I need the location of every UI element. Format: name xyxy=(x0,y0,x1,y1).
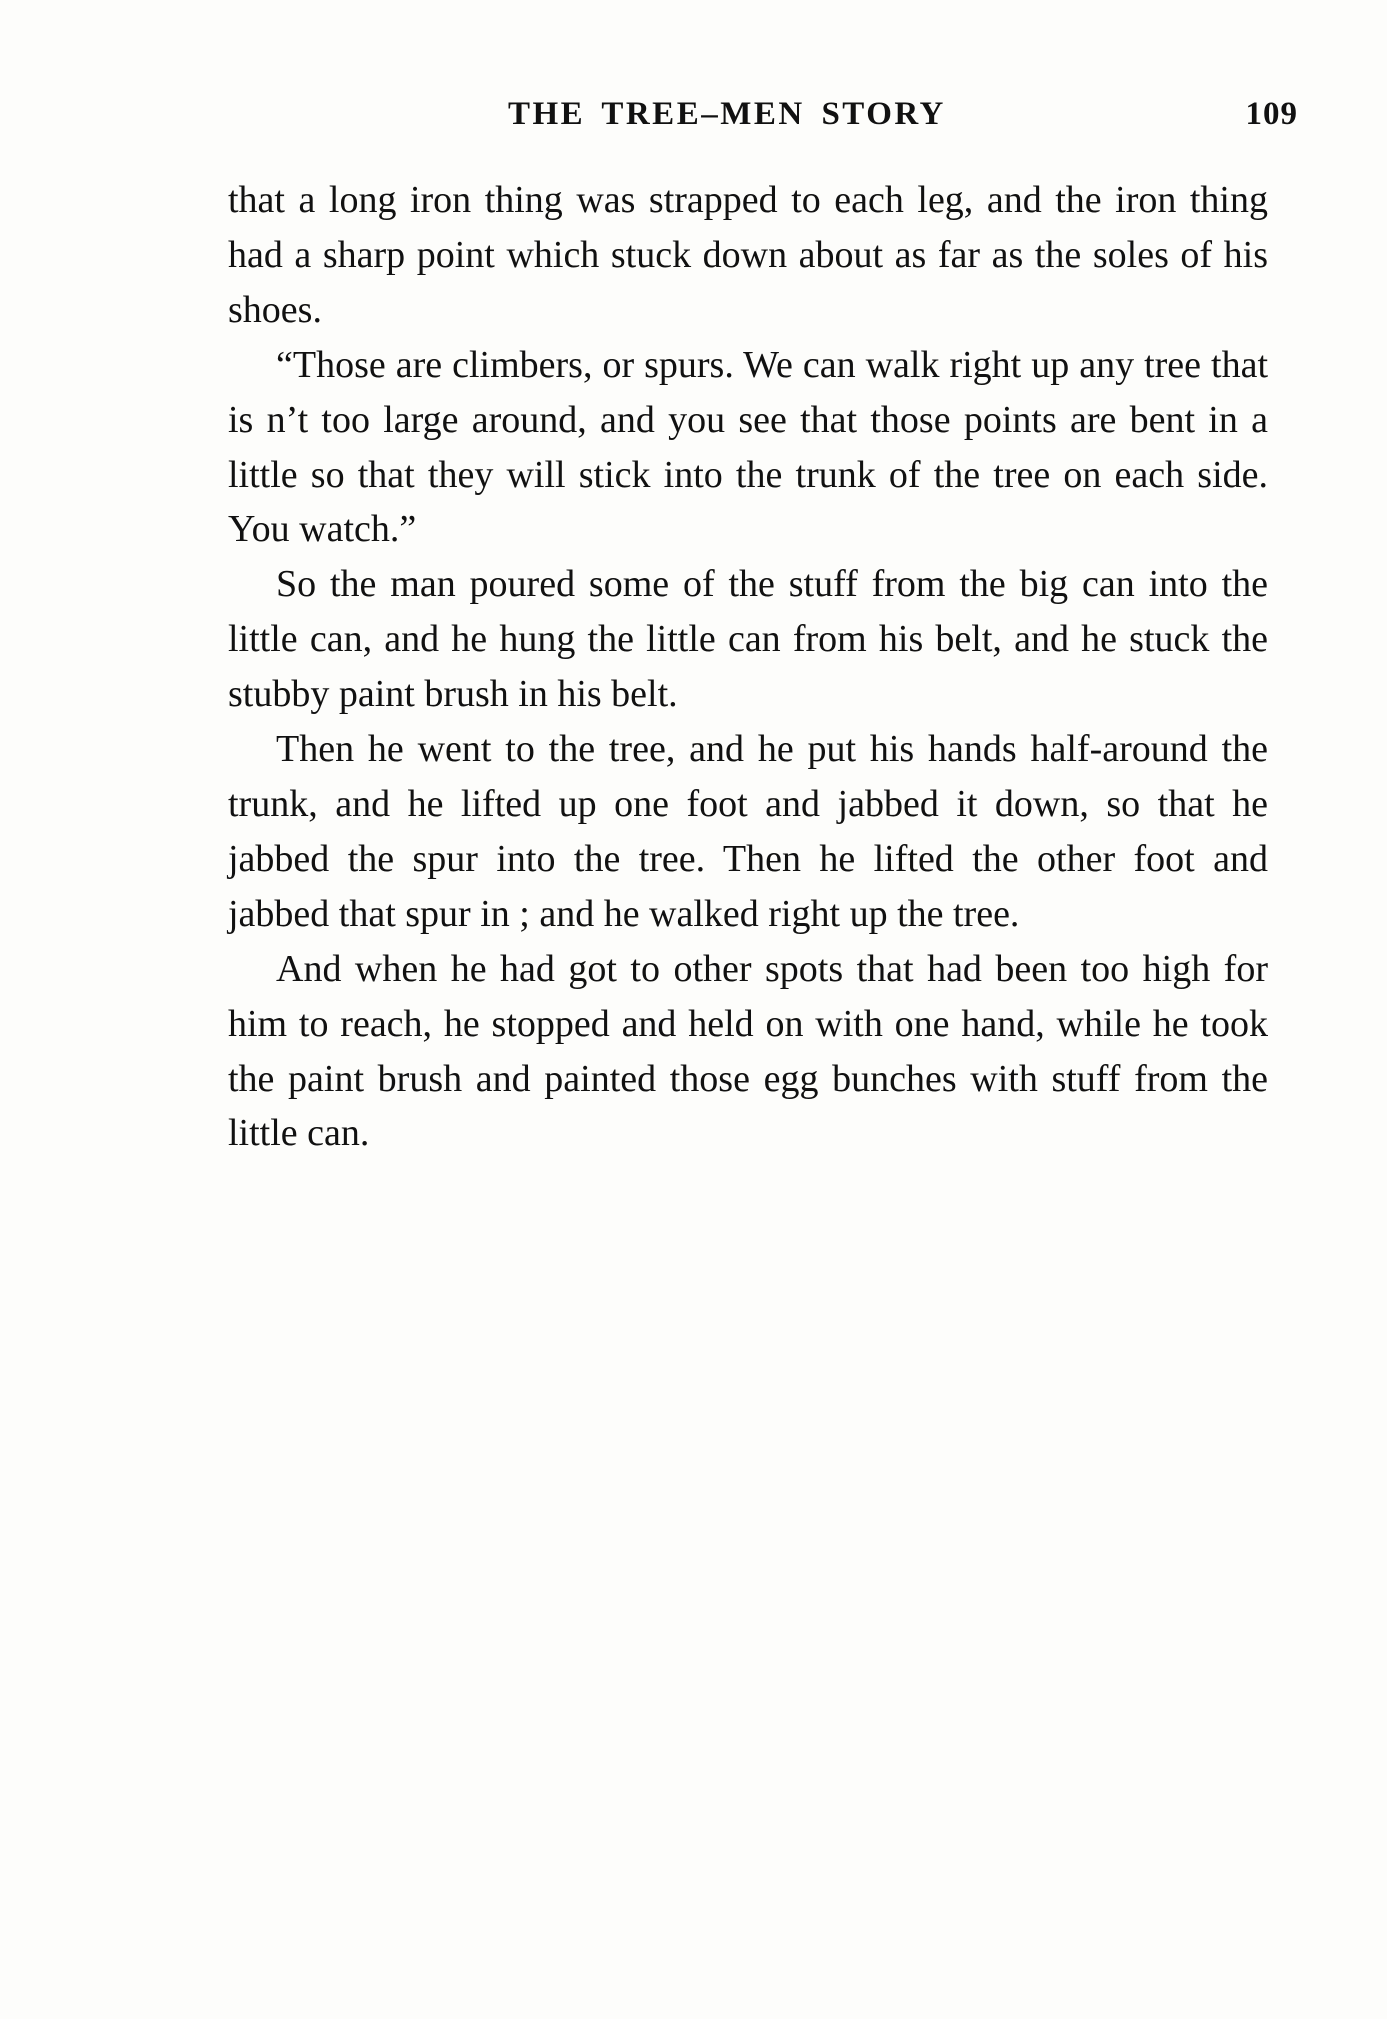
running-head-title: THE TREE–MEN STORY xyxy=(508,96,946,132)
running-header xyxy=(228,96,1298,133)
paragraph: “Those are climbers, or spurs. We can walk right up any tree that is n’t too large around, and you see that those points are bent in a little so that they will stick into the trunk of the tree on each side. You watch.” xyxy=(228,343,1268,551)
body-text xyxy=(228,173,1268,1161)
page-number: 109 xyxy=(1245,96,1298,132)
paragraph: that a long iron thing was strapped to each leg, and the iron thing had a sharp point which stuck down about as far as the soles of his shoes. xyxy=(228,179,1268,331)
paragraph: So the man poured some of the stuff from the big can into the little can, and he hung the little can from his belt, and he stuck the stubby paint brush in his belt. xyxy=(228,563,1268,716)
paragraph: Then he went to the tree, and he put his hands half-around the trunk, and he lifted up one foot and jabbed it down, so that he jabbed the spur into the tree. Then he lifted the other foot and jabbed that spur in ; and he walked right up the tree. xyxy=(228,728,1268,935)
paragraph: And when he had got to other spots that had been too high for him to reach, he stopped and held on with one hand, while he took the paint brush and painted those egg bunches with stuff from the little can. xyxy=(228,947,1268,1155)
page-content xyxy=(228,96,1298,1161)
